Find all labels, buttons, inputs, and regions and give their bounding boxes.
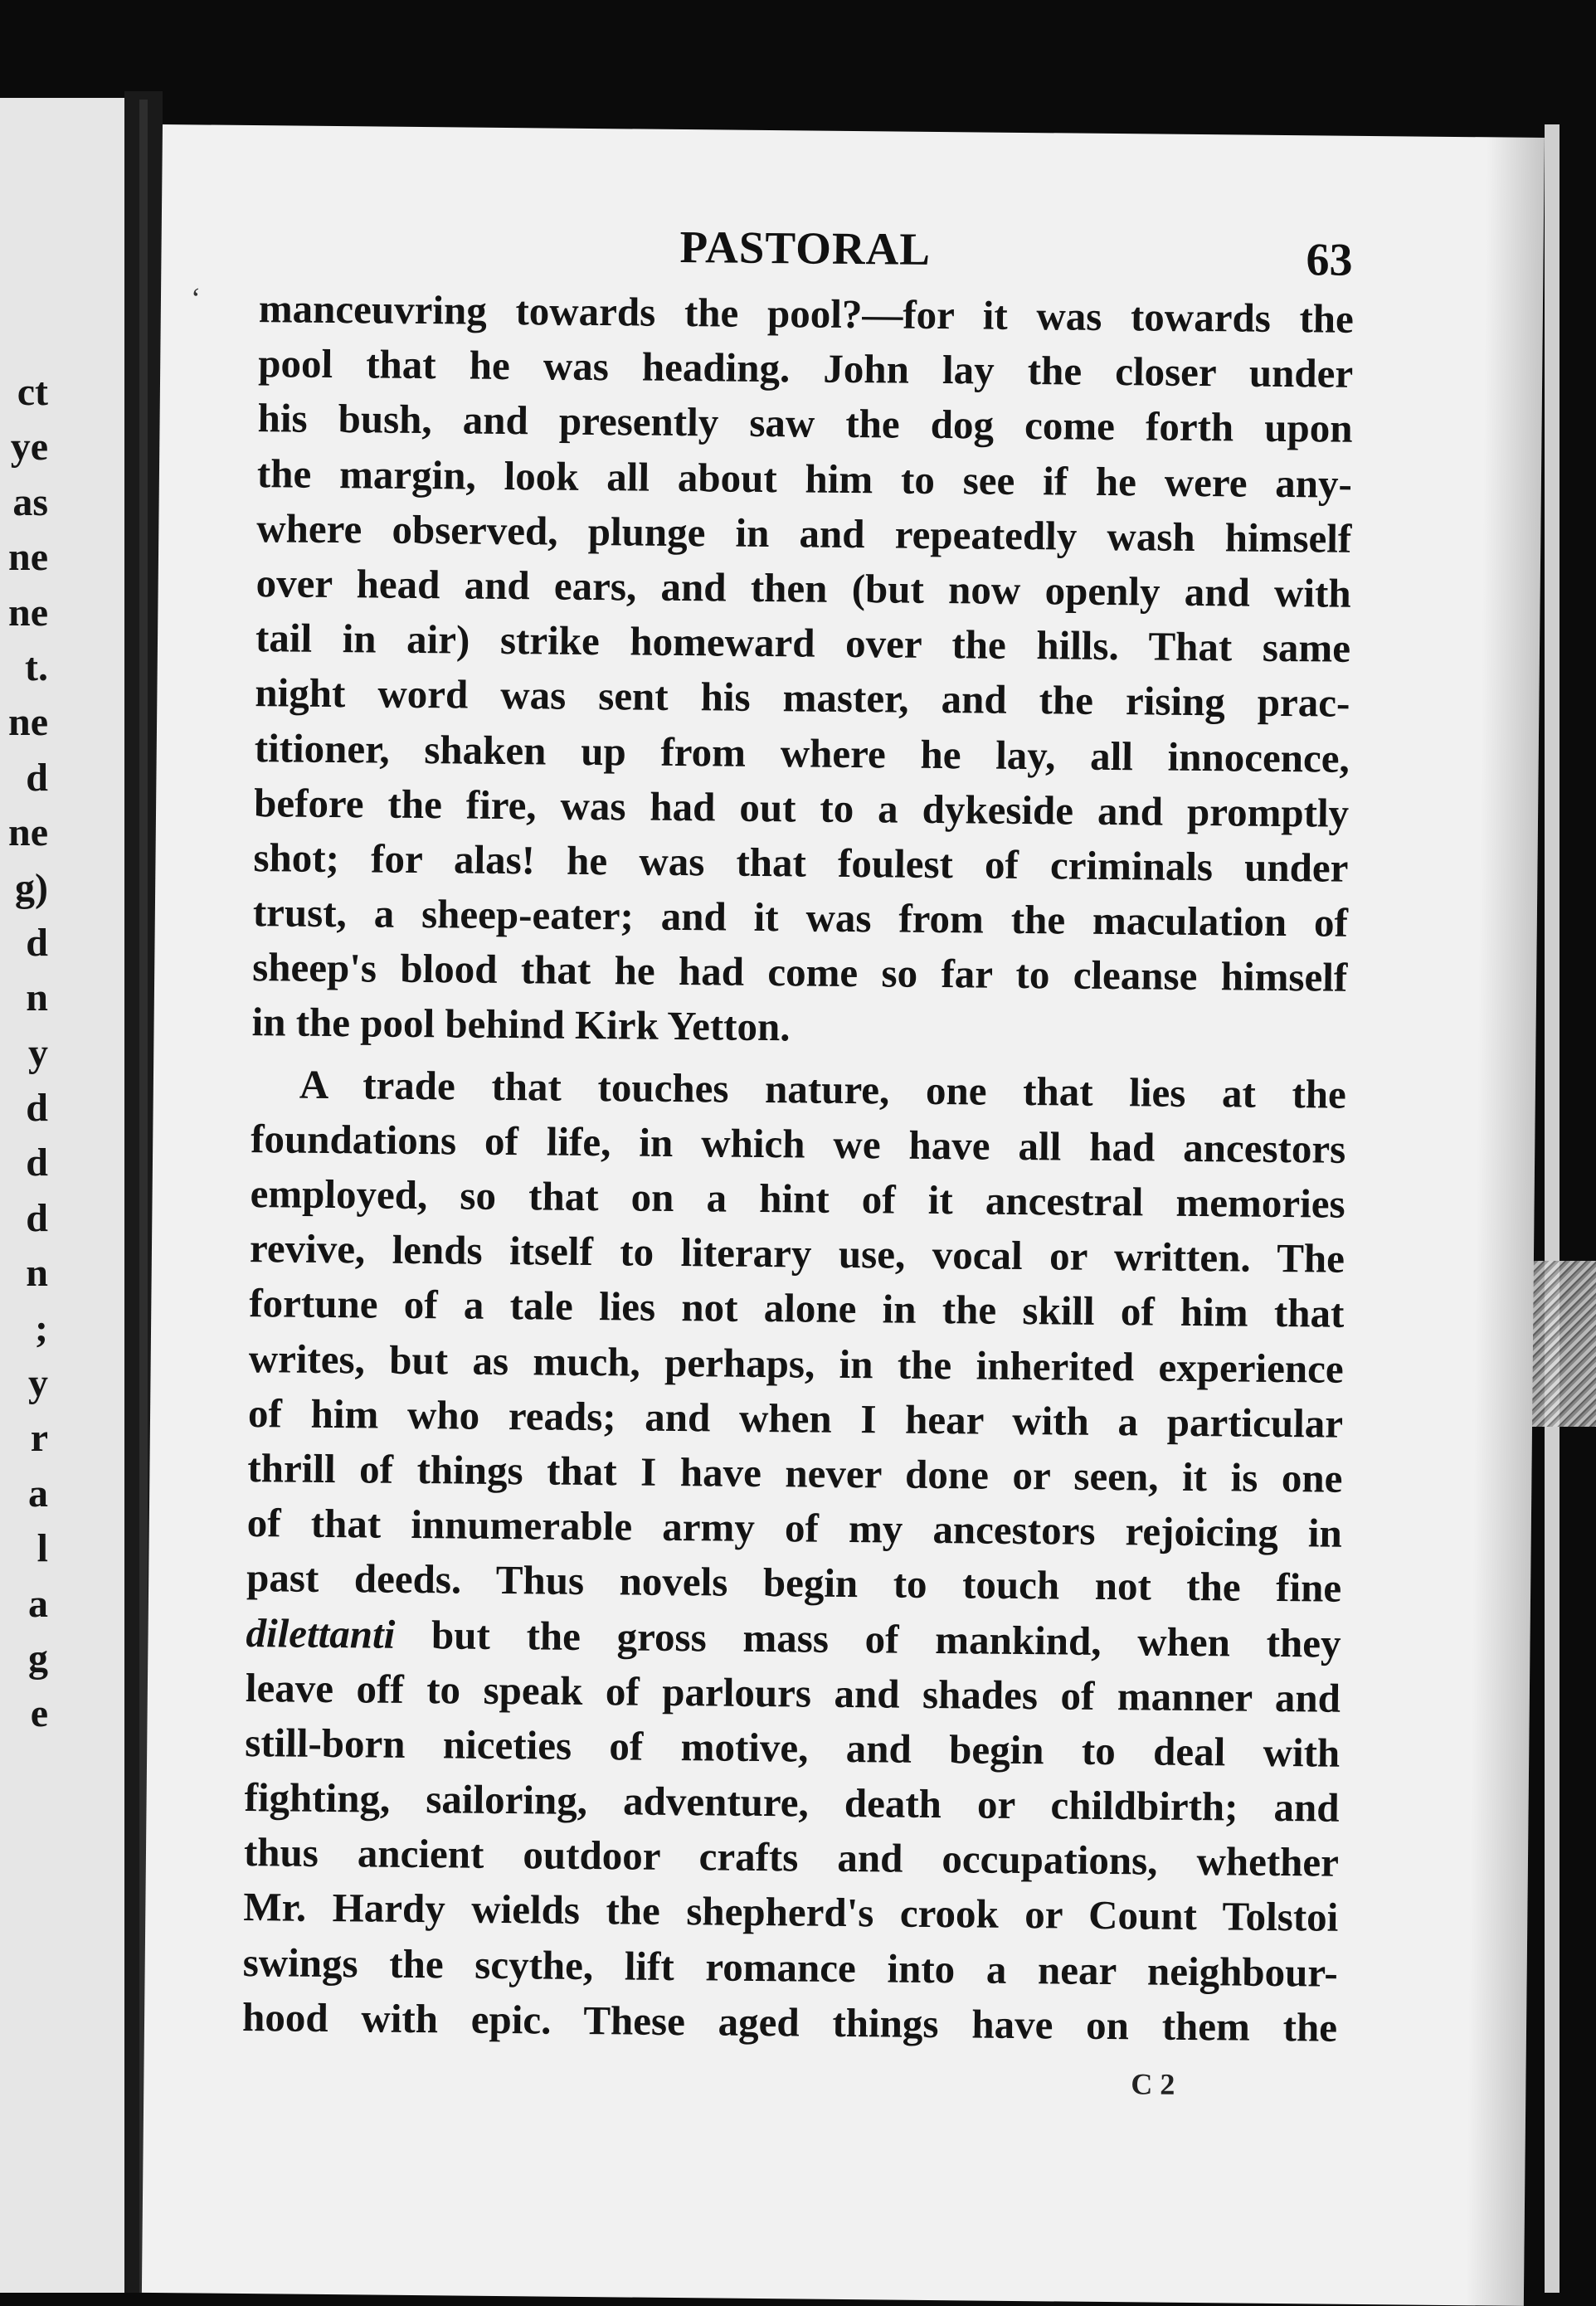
facing-line-ending: ne [8,700,48,745]
page-edge [1545,124,1560,2293]
text-line: leave off to speak of parlours and shades of manner and [245,1664,1341,1721]
text-line: shot; for alas! he was that foulest of criminals under [253,834,1349,891]
facing-line-ending: t. [25,645,48,689]
facing-line-ending: n [26,975,48,1020]
facing-line-ending: ye [10,425,48,469]
text-line: foundations of life, in which we have all had ancestors [251,1115,1346,1172]
facing-line-ending: g) [15,865,48,910]
stray-ink-mark: ‘ [190,281,202,315]
text-line: fighting, sailoring, adventure, death or childbirth; and [244,1774,1340,1831]
facing-line-ending: as [12,479,48,524]
text-line: his bush, and presently saw the dog come forth upon [257,395,1353,452]
facing-line-ending: ; [35,1306,48,1350]
text-line: tail in air) strike homeward over the hills. That same [255,615,1351,671]
facing-line-ending: e [30,1691,48,1736]
facing-line-ending: y [28,1030,48,1075]
facing-line-ending: ne [8,810,48,855]
book-page [142,124,1545,2306]
text-line: of that innumerable army of my ancestors rejoicing in [246,1500,1343,1556]
facing-line-ending: d [26,1086,48,1131]
facing-line-ending: ne [8,590,48,635]
text-line: dilettanti but the gross mass of mankind, when they [246,1609,1341,1666]
signature-mark: C 2 [1131,2067,1175,2101]
text-line: thus ancient outdoor crafts and occupations, whether [243,1829,1340,1885]
running-head [161,216,1544,287]
facing-line-ending: a [28,1581,48,1626]
facing-page-line-endings [0,365,48,1742]
facing-line-ending: d [26,1195,48,1240]
text-line: A trade that touches nature, one that lies at the [299,1061,1347,1117]
facing-line-ending: y [28,1361,48,1406]
text-line: over head and ears, and then (but now openly and with [255,560,1351,616]
text-line: thrill of things that I have never done or seen, it is one [247,1444,1343,1501]
text-line: still-born niceties of motive, and begin to deal with [245,1719,1341,1776]
text-line: revive, lends itself to literary use, vocal or written. The [249,1225,1345,1282]
text-line: where observed, plunge in and repeatedly wash himself [256,504,1352,562]
facing-line-ending: ct [17,370,48,414]
page-shadow [1466,137,1545,2306]
text-line: writes, but as much, perhaps, in the inherited experience [248,1335,1344,1392]
facing-line-ending: l [36,1526,48,1571]
text-line: sheep's blood that he had come so far to cleanse himself [251,944,1348,1001]
facing-line-ending: g [28,1636,48,1681]
text-line: hood with epic. These aged things have on them the [241,1993,1338,2051]
facing-line-ending: d [26,755,48,800]
facing-line-ending: n [26,1251,48,1296]
text-line: the margin, look all about him to see if he were any- [256,450,1353,507]
text-line: before the fire, was had out to a dykeside and promptly [253,779,1350,836]
text-line: pool that he was heading. John lay the closer under [257,340,1354,396]
scan-artifact [1525,1261,1596,1427]
italic-word: dilettanti [246,1609,396,1657]
text-line: manceuvring towards the pool?—for it was towards the [258,285,1355,342]
page-title: PASTORAL [679,221,932,275]
text-line: night word was sent his master, and the rising prac- [255,669,1350,727]
text-line: in the pool behind Kirk Yetton. [251,999,791,1050]
facing-line-ending: ne [8,535,48,580]
text-line: of him who reads; and when I hear with a particular [247,1389,1344,1447]
text-line: Mr. Hardy wields the shepherd's crook or Count Tolstoi [243,1884,1339,1941]
page-number: 63 [1306,234,1353,286]
text-line: fortune of a tale lies not alone in the skill of him that [249,1280,1345,1337]
text-line: swings the scythe, lift romance into a near neighbour- [242,1939,1338,1996]
text-line: employed, so that on a hint of it ancestral memories [250,1170,1345,1227]
facing-page-fragment [0,98,124,2293]
text-line: past deeds. Thus novels begin to touch not the fine [246,1554,1342,1612]
text-line: titioner, shaken up from where he lay, all innocence, [254,724,1350,781]
facing-line-ending: a [28,1471,48,1515]
body-text [242,281,1354,2055]
facing-line-ending: r [30,1416,48,1461]
facing-line-ending: d [26,1141,48,1185]
text-line: trust, a sheep-eater; and it was from the maculation of [252,889,1349,946]
facing-line-ending: d [26,920,48,965]
